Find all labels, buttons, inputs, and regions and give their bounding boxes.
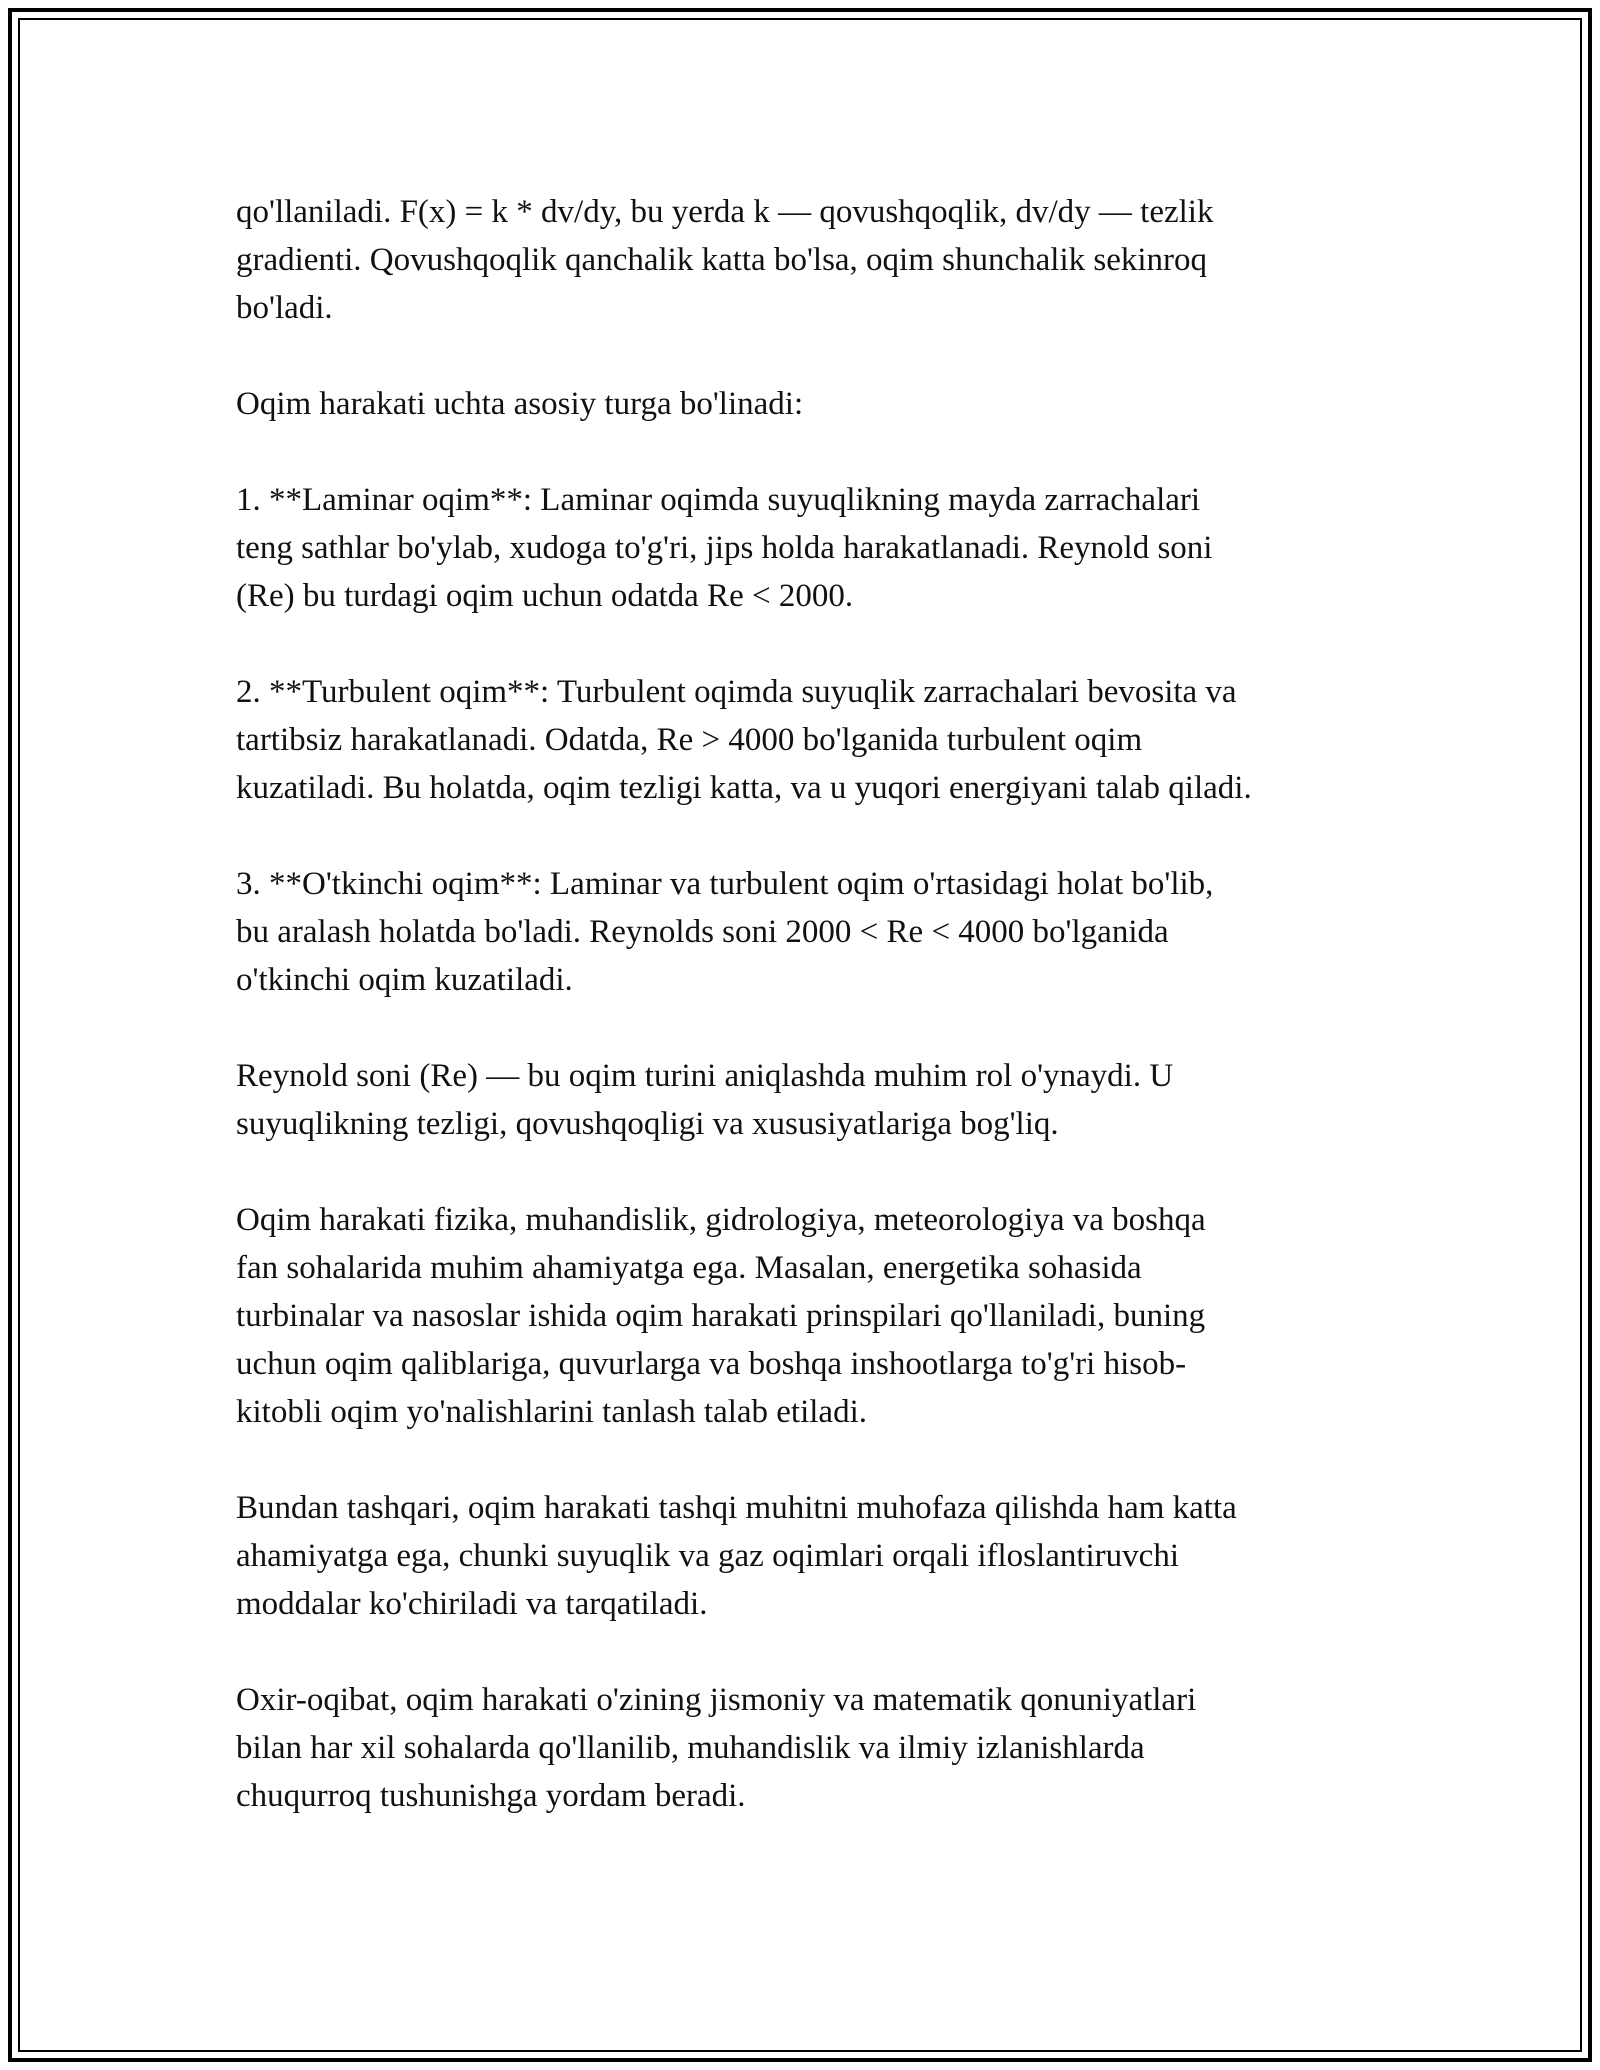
paragraph-viscosity-formula: qo'llaniladi. F(x) = k * dv/dy, bu yerda k — qovushqoqlik, dv/dy — tezlik gradienti. Qovushqoqlik qanchalik katta bo'lsa, oqim shunchalik sekinroq bo'ladi. bbox=[236, 194, 1214, 326]
paragraph-turbulent-flow: 2. **Turbulent oqim**: Turbulent oqimda suyuqlik zarrachalari bevosita va tartibsiz harakatlanadi. Odatda, Re > 4000 bo'lganida turbulent oqim kuzatiladi. Bu holatda, oqim tezligi katta, va u yuqori energiyani talab qiladi. bbox=[236, 674, 1252, 806]
paragraph-transitional-flow: 3. **O'tkinchi oqim**: Laminar va turbulent oqim o'rtasidagi holat bo'lib, bu aralash holatda bo'ladi. Reynolds soni 2000 < Re < 4000 bo'lganida o'tkinchi oqim kuzatiladi. bbox=[236, 866, 1214, 998]
paragraph-reynolds-number: Reynold soni (Re) — bu oqim turini aniqlashda muhim rol o'ynaydi. U suyuqlikning tezligi, qovushqoqligi va xususiyatlariga bog'liq. bbox=[236, 1058, 1174, 1142]
document-body bbox=[236, 188, 1376, 1868]
paragraph-applications: Oqim harakati fizika, muhandislik, gidrologiya, meteorologiya va boshqa fan sohalarida muhim ahamiyatga ega. Masalan, energetika sohasida turbinalar va nasoslar ishida oqim harakati prinspilari qo'llaniladi, buning uchun oqim qaliblariga, quvurlarga va boshqa inshootlarga to'g'ri hisob- kitobli oqim yo'nalishlarini tanlash talab etiladi. bbox=[236, 1202, 1206, 1430]
paragraph-conclusion: Oxir-oqibat, oqim harakati o'zining jismoniy va matematik qonuniyatlari bilan har xil sohalarda qo'llanilib, muhandislik va ilmiy izlanishlarda chuqurroq tushunishga yordam beradi. bbox=[236, 1682, 1197, 1814]
paragraph-environment: Bundan tashqari, oqim harakati tashqi muhitni muhofaza qilishda ham katta ahamiyatga ega, chunki suyuqlik va gaz oqimlari orqali ifloslantiruvchi moddalar ko'chiriladi va tarqatiladi. bbox=[236, 1490, 1237, 1622]
paragraph-flow-types-intro: Oqim harakati uchta asosiy turga bo'linadi: bbox=[236, 386, 804, 422]
paragraph-laminar-flow: 1. **Laminar oqim**: Laminar oqimda suyuqlikning mayda zarrachalari teng sathlar bo'ylab, xudoga to'g'ri, jips holda harakatlanadi. Reynold soni (Re) bu turdagi oqim uchun odatda Re < 2000. bbox=[236, 482, 1213, 614]
